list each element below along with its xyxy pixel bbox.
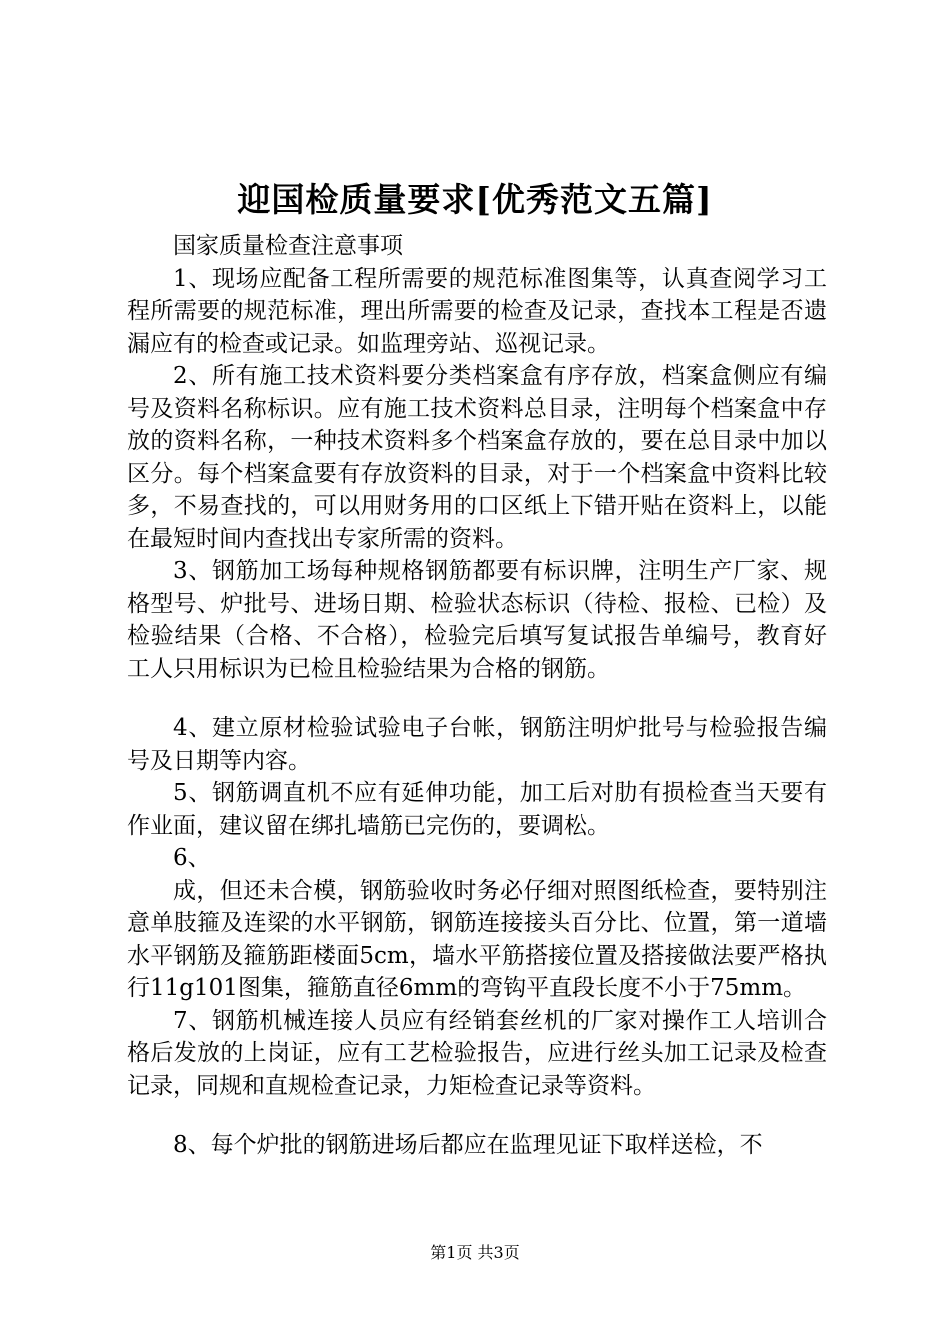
paragraph-item-5: 5、钢筋调直机不应有延伸功能，加工后对肋有损检查当天要有作业面，建议留在绑扎墙筋已完伤的，要调松。	[127, 780, 827, 839]
paragraph-item-6: 6、	[173, 845, 211, 871]
paragraph-item-2: 2、所有施工技术资料要分类档案盒有序存放，档案盒侧应有编号及资料名称标识。应有施工技术资料总目录，注明每个档案盒中存放的资料名称，一种技术资料多个档案盒存放的，要在总目录中加以区分。每个档案盒要有存放资料的目录，对于一个档案盒中资料比较多，不易查找的，可以用财务用的口区纸上下错开贴在资料上，以能在最短时间内查找出专家所需的资料。	[127, 363, 827, 552]
page-footer: 第1页 共3页	[430, 1243, 520, 1262]
paragraph-item-6-continued: 成，但还未合模，钢筋验收时务必仔细对照图纸检查，要特别注意单肢箍及连梁的水平钢筋，钢筋连接接头百分比、位置，第一道墙水平钢筋及箍筋距楼面5cm，墙水平筋搭接位置及搭接做法要严格执行11g101图集，箍筋直径6mm的弯钩平直段长度不小于75mm。	[127, 877, 827, 1001]
document-body	[127, 230, 827, 1162]
paragraph-item-1: 1、现场应配备工程所需要的规范标准图集等，认真查阅学习工程所需要的规范标准，理出所需要的检查及记录，查找本工程是否遗漏应有的检查或记录。如监理旁站、巡视记录。	[127, 265, 827, 357]
paragraph-item-3: 3、钢筋加工场每种规格钢筋都要有标识牌，注明生产厂家、规格型号、炉批号、进场日期、检验状态标识（待检、报检、已检）及检验结果（合格、不合格），检验完后填写复试报告单编号，教育好工人只用标识为已检且检验结果为合格的钢筋。	[127, 558, 827, 682]
paragraph-heading: 国家质量检查注意事项	[173, 233, 403, 259]
paragraph-item-8: 8、每个炉批的钢筋进场后都应在监理见证下取样送检，不	[173, 1132, 763, 1158]
paragraph-item-7: 7、钢筋机械连接人员应有经销套丝机的厂家对操作工人培训合格后发放的上岗证，应有工艺检验报告，应进行丝头加工记录及检查记录，同规和直规检查记录，力矩检查记录等资料。	[127, 1007, 827, 1099]
paragraph-item-4: 4、建立原材检验试验电子台帐，钢筋注明炉批号与检验报告编号及日期等内容。	[127, 715, 827, 774]
document-title: 迎国检质量要求[优秀范文五篇]	[237, 180, 713, 219]
